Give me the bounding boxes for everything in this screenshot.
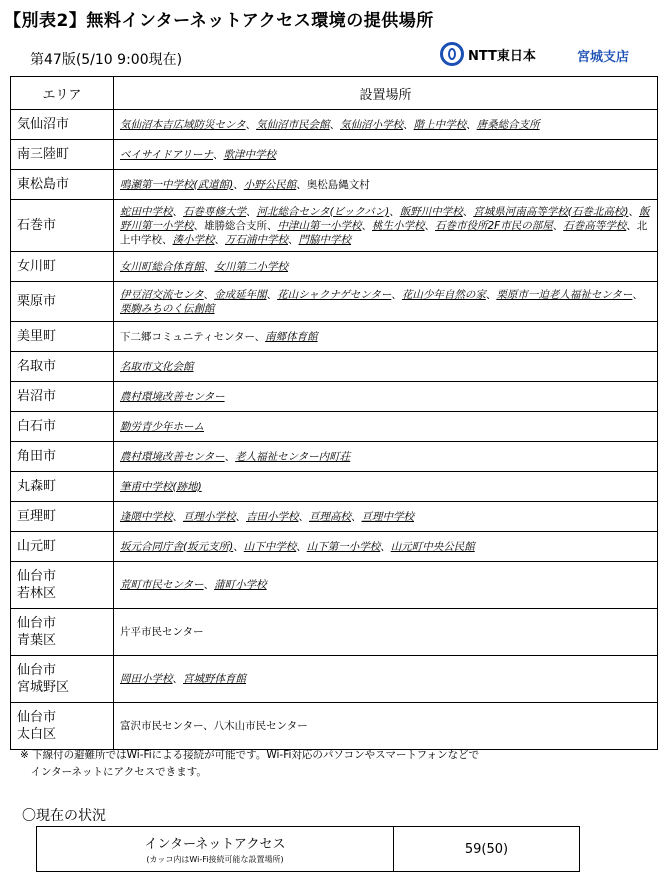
place-text: 、 <box>224 450 236 463</box>
place-text: 、 <box>380 540 391 553</box>
places-cell <box>114 562 658 609</box>
place-text: 、 <box>203 579 215 591</box>
wifi-place: 万石浦中学校 <box>225 233 288 246</box>
status-heading: 〇現在の状況 <box>22 808 106 824</box>
area-cell: 東松島市 <box>11 170 114 200</box>
place-text: 、 <box>235 510 246 523</box>
area-cell: 女川町 <box>11 252 114 282</box>
place-text: 、北上中学校、 <box>120 219 648 246</box>
place-text: 、 <box>233 540 244 553</box>
places-cell <box>114 140 658 170</box>
table-row <box>11 532 658 562</box>
wifi-place: 河北総合センタ(ビックバン) <box>256 205 390 218</box>
place-text: 、 <box>462 205 474 218</box>
locations-table <box>10 76 658 750</box>
wifi-place: 荒町市民センター <box>120 579 204 591</box>
places-cell <box>114 322 658 352</box>
place-text: 、 <box>552 219 564 232</box>
status-row <box>37 827 580 872</box>
wifi-place: 石巻専修大学 <box>183 205 246 218</box>
status-sublabel: (カッコ内はWi-Fi接続可能な設置場所) <box>146 855 284 864</box>
table-row <box>11 322 658 352</box>
wifi-place: 気仙沼市民会館 <box>256 118 330 131</box>
places-cell <box>114 282 658 322</box>
wifi-place: 亘理高校 <box>309 510 351 523</box>
place-text: 、 <box>298 510 309 523</box>
place-text: 、 <box>361 219 372 232</box>
wifi-place: 農村環境改善センター <box>120 390 225 403</box>
area-cell: 仙台市 若林区 <box>11 562 114 609</box>
wifi-place: 山下中学校 <box>243 540 297 553</box>
place-text: 、 <box>172 205 183 218</box>
places-cell <box>114 382 658 412</box>
place-text: 、 <box>246 205 257 218</box>
place-text: 、 <box>172 510 183 523</box>
table-header-row <box>11 77 658 110</box>
place-text: 、 <box>628 205 639 218</box>
wifi-place: 岡田小学校 <box>120 673 173 685</box>
area-cell: 名取市 <box>11 352 114 382</box>
wifi-place: 吉田小学校 <box>246 510 299 523</box>
area-cell: 角田市 <box>11 442 114 472</box>
places-cell <box>114 170 658 200</box>
wifi-place: 飯野川中学校 <box>399 205 463 218</box>
status-label: インターネットアクセス <box>144 837 286 852</box>
table-row <box>11 502 658 532</box>
wifi-place: 唐桑総合支所 <box>476 118 540 131</box>
area-cell: 仙台市 青葉区 <box>11 609 114 656</box>
wifi-place: 湊小学校 <box>172 233 215 246</box>
place-text: 、 <box>266 288 278 301</box>
places-cell <box>114 703 658 750</box>
wifi-place: 小野公民館 <box>243 178 297 191</box>
wifi-place: 名取市文化会館 <box>120 360 194 373</box>
place-text: 、 <box>351 510 362 523</box>
table-row <box>11 282 658 322</box>
place-text: 、 <box>245 118 257 131</box>
table-body <box>11 110 658 750</box>
company-name: NTT東日本 <box>468 48 536 64</box>
wifi-place: 気仙沼小学校 <box>340 118 404 131</box>
place-text: 、 <box>466 118 477 131</box>
place-text: 、奥松島縄文村 <box>296 178 370 191</box>
table-row <box>11 442 658 472</box>
area-cell: 山元町 <box>11 532 114 562</box>
places-cell <box>114 412 658 442</box>
ntt-logo-icon <box>440 42 464 66</box>
wifi-place: 蒲町小学校 <box>214 579 267 591</box>
page-title: 【別表2】無料インターネットアクセス環境の提供場所 <box>4 11 434 31</box>
place-text: 、 <box>233 178 244 191</box>
places-cell <box>114 656 658 703</box>
table-row <box>11 412 658 442</box>
wifi-place: 坂元合同庁舎(坂元支所) <box>120 540 234 553</box>
ntt-logo-block <box>440 42 536 66</box>
table-row <box>11 609 658 656</box>
wifi-place: 老人福祉センター内町荘 <box>235 450 351 463</box>
table-row <box>11 382 658 412</box>
wifi-place: 花山シャクナゲセンター <box>277 288 392 301</box>
place-text: 富沢市民センター、八木山市民センター <box>120 720 308 732</box>
wifi-place: 栗原市一迫老人福祉センター <box>496 288 633 301</box>
place-text: 下二郷コミュニティセンター、 <box>120 330 266 343</box>
status-label-cell <box>37 827 394 872</box>
places-cell <box>114 532 658 562</box>
wifi-place: 栗駒みちのく伝創館 <box>120 302 215 315</box>
place-text: 、 <box>214 233 225 246</box>
places-cell <box>114 472 658 502</box>
area-cell: 栗原市 <box>11 282 114 322</box>
place-text: 、 <box>424 219 435 232</box>
place-text: 、 <box>485 288 497 301</box>
wifi-place: 逢隈中学校 <box>120 510 173 523</box>
wifi-place: 中津山第一小学校 <box>277 219 362 232</box>
wifi-place: 歌津中学校 <box>223 148 277 161</box>
table-row <box>11 562 658 609</box>
wifi-place: 蛇田中学校 <box>120 205 173 218</box>
place-text: 、 <box>172 673 183 685</box>
table-row <box>11 472 658 502</box>
places-cell <box>114 442 658 472</box>
edition-label: 第47版(5/10 9:00現在) <box>30 52 183 68</box>
wifi-place: 勤労青少年ホーム <box>120 420 204 433</box>
branch-name: 宮城支店 <box>577 50 630 65</box>
place-text: 片平市民センター <box>120 626 204 638</box>
wifi-place: 気仙沼本吉広域防災センタ <box>120 118 246 131</box>
area-cell: 石巻市 <box>11 200 114 252</box>
wifi-place: 伊豆沼交流センタ <box>120 288 204 301</box>
area-cell: 岩沼市 <box>11 382 114 412</box>
wifi-place: 女川第二小学校 <box>214 260 288 273</box>
wifi-note: ※ 下線付の避難所ではWi-Fiによる接続が可能です。Wi-Fi対応のパソコンやスマートフォンなどで インターネットにアクセスできます。 <box>20 749 480 778</box>
area-cell: 仙台市 宮城野区 <box>11 656 114 703</box>
table-row <box>11 352 658 382</box>
area-cell: 仙台市 太白区 <box>11 703 114 750</box>
place-text: 、 <box>288 233 299 246</box>
place-text: 、 <box>391 288 402 301</box>
wifi-place: 山下第一小学校 <box>306 540 381 553</box>
area-cell: 南三陸町 <box>11 140 114 170</box>
wifi-place: 鳴瀬第一中学校(武道館) <box>120 178 234 191</box>
places-cell <box>114 110 658 140</box>
place-text: 、 <box>403 118 414 131</box>
header-area: エリア <box>11 77 114 110</box>
area-cell: 亘理町 <box>11 502 114 532</box>
places-cell <box>114 200 658 252</box>
table-row <box>11 656 658 703</box>
place-text: 、 <box>296 540 307 553</box>
table-row <box>11 110 658 140</box>
places-cell <box>114 502 658 532</box>
wifi-place: 桃生小学校 <box>372 219 425 232</box>
wifi-place: 門脇中学校 <box>298 233 351 246</box>
wifi-place: 宮城県河南高等学校(石巻北高校) <box>473 205 629 218</box>
place-text: 、 <box>329 118 341 131</box>
place-text: 、 <box>204 260 215 273</box>
wifi-place: 金成延年閣 <box>214 288 267 301</box>
wifi-place: 飯野川第一小学校 <box>120 205 650 232</box>
wifi-place: 亘理中学校 <box>361 510 414 523</box>
wifi-place: 階上中学校 <box>413 118 467 131</box>
places-cell <box>114 609 658 656</box>
wifi-place: 石巻市役所2F市民の部屋 <box>435 219 553 232</box>
table-row <box>11 252 658 282</box>
wifi-place: 女川町総合体育館 <box>120 260 204 273</box>
place-text: 、 <box>203 288 215 301</box>
place-text: 、 <box>213 148 224 161</box>
header-places: 設置場所 <box>114 77 658 110</box>
area-cell: 気仙沼市 <box>11 110 114 140</box>
wifi-place: 農村環境改善センター <box>120 450 225 463</box>
wifi-place: 花山少年自然の家 <box>401 288 486 301</box>
table-row <box>11 140 658 170</box>
place-text: 、 <box>632 288 643 301</box>
place-text: 、 <box>389 205 400 218</box>
places-cell <box>114 352 658 382</box>
wifi-place: 宮城野体育館 <box>183 673 246 685</box>
area-cell: 白石市 <box>11 412 114 442</box>
wifi-place: ベイサイドアリーナ <box>120 148 214 161</box>
status-value: 59(50) <box>394 827 580 872</box>
places-cell <box>114 252 658 282</box>
wifi-place: 山元町中央公民館 <box>390 540 475 553</box>
status-table <box>36 826 580 872</box>
wifi-place: 石巻高等学校 <box>563 219 627 232</box>
table-row <box>11 200 658 252</box>
table-row <box>11 170 658 200</box>
area-cell: 丸森町 <box>11 472 114 502</box>
area-cell: 美里町 <box>11 322 114 352</box>
wifi-place: 筆甫中学校(跡地) <box>120 480 202 493</box>
place-text: 、雄勝総合支所、 <box>193 219 278 232</box>
wifi-place: 亘理小学校 <box>183 510 236 523</box>
table-row <box>11 703 658 750</box>
wifi-place: 南郷体育館 <box>265 330 318 343</box>
